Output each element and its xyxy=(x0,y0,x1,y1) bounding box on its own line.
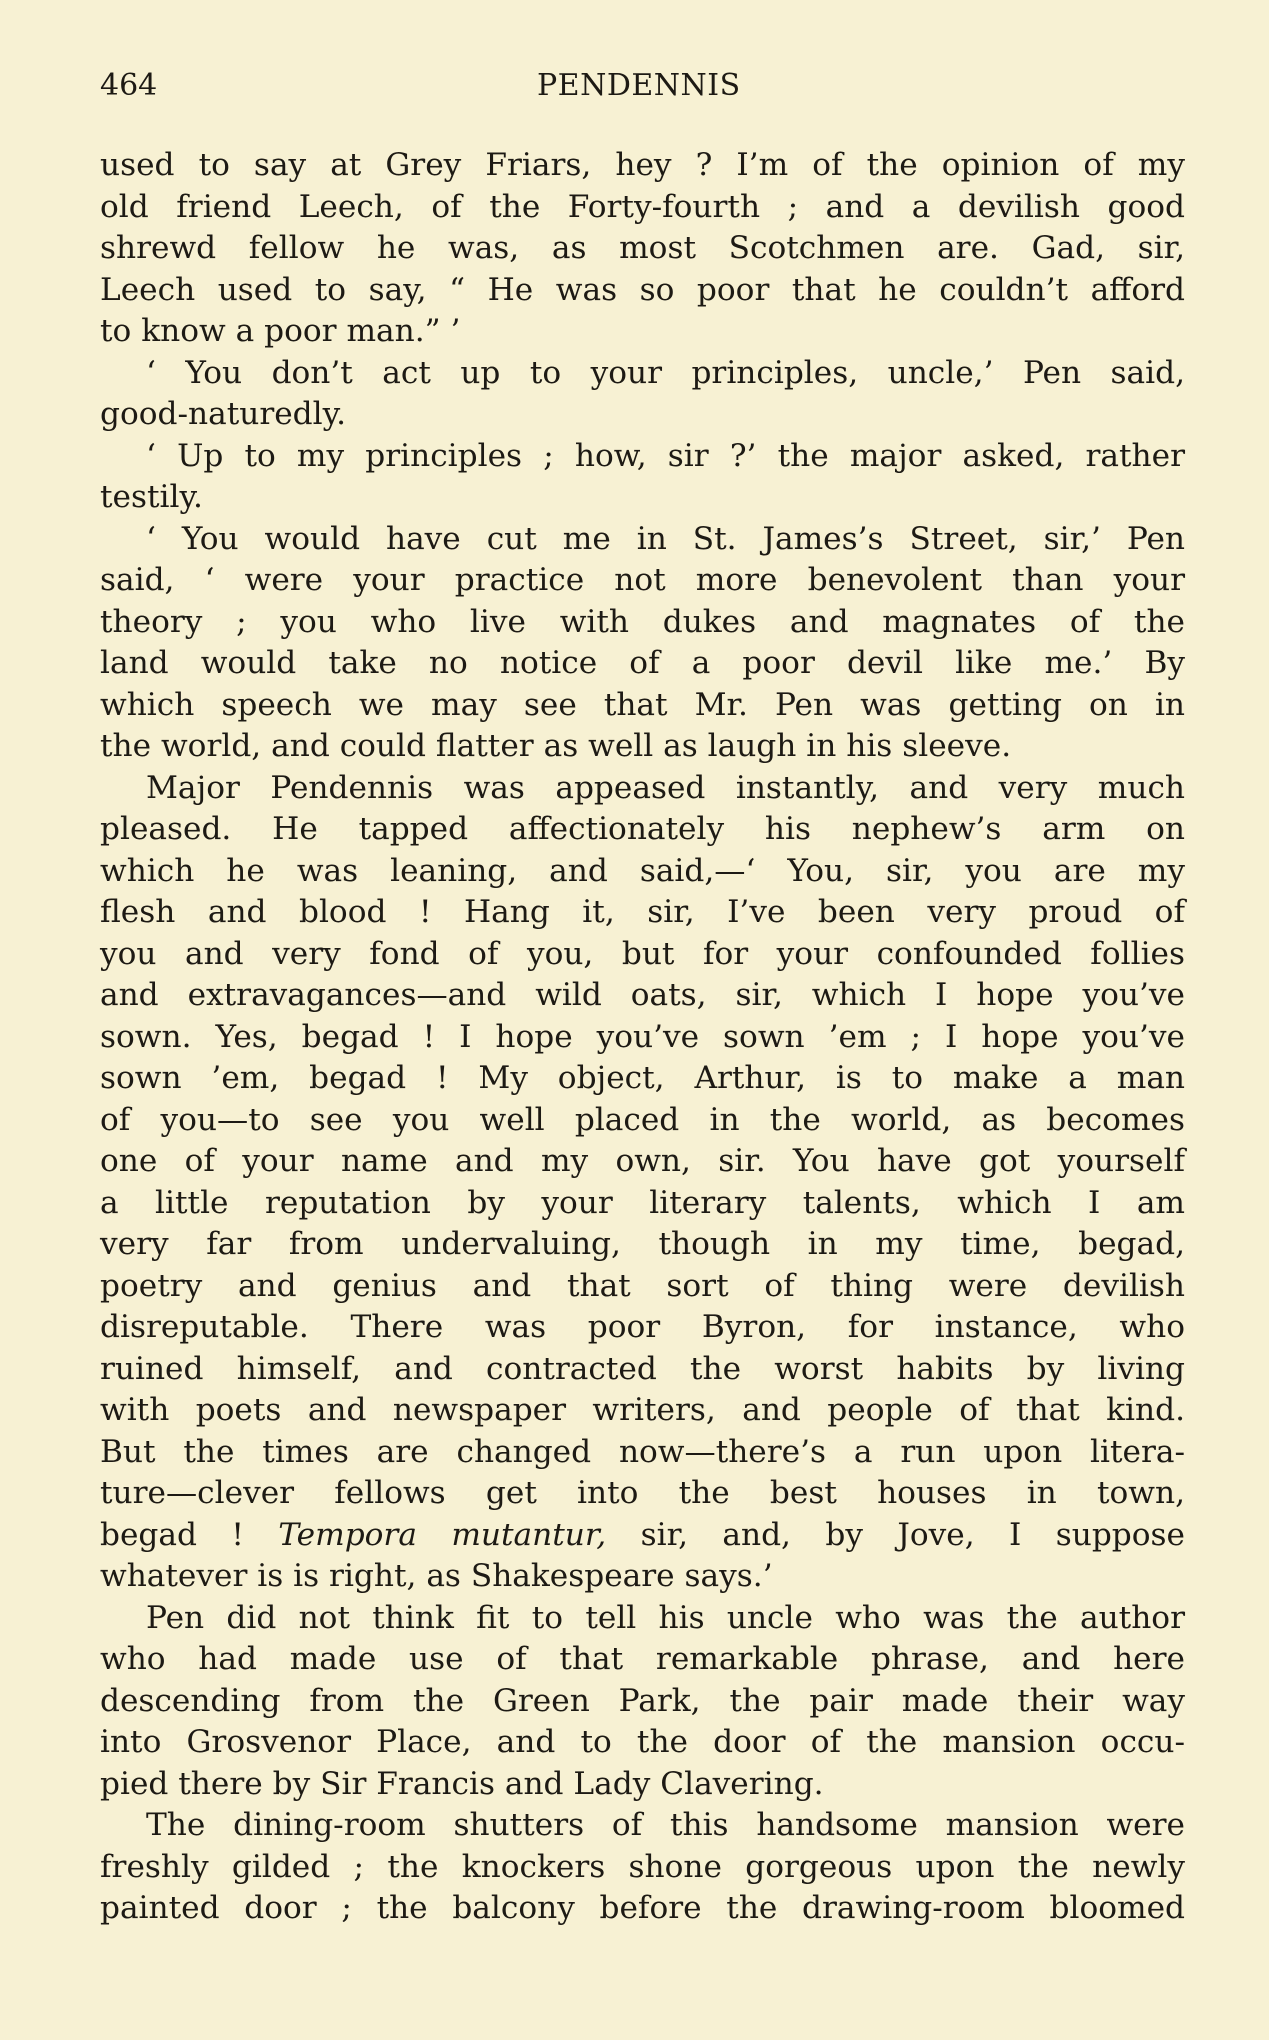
text-line: The dining-room shutters of this handsome mansion were xyxy=(146,1807,1185,1843)
text-line: shrewd fellow he was, as most Scotchmen are. Gad, sir, xyxy=(100,230,1185,266)
text-line: a little reputation by your literary talents, which I am xyxy=(100,1184,1185,1221)
text-line: which he was leaning, and said,—‘ You, sir, you are my xyxy=(100,852,1185,889)
text-line: ‘ You would have cut me in St. James’s Street, sir,’ Pen xyxy=(146,520,1185,557)
text-line: pied there by Sir Francis and Lady Clavering. xyxy=(100,1765,824,1802)
text-line: ture—clever fellows get into the best houses in town, xyxy=(100,1475,1185,1511)
text-line: of you—to see you well placed in the world, as becomes xyxy=(100,1101,1185,1138)
text-line: and extravagances—and wild oats, sir, which I hope you’ve xyxy=(100,977,1185,1013)
text-line: flesh and blood ! Hang it, sir, I’ve been very proud of xyxy=(100,894,1185,930)
italic-phrase: Tempora mutantur, xyxy=(278,1516,607,1553)
text-line: ‘ Up to my principles ; how, sir ?’ the major asked, rather xyxy=(146,437,1185,474)
page-number: 464 xyxy=(100,68,158,103)
text-line-segment: sir, and, by Jove, I suppose xyxy=(606,1516,1186,1553)
text-line: old friend Leech, of the Forty-fourth ; and a devilish good xyxy=(100,188,1185,225)
text-line: good-naturedly. xyxy=(100,396,347,432)
text-line: But the times are changed now—there’s a run upon litera- xyxy=(100,1433,1185,1470)
text-line: ‘ You don’t act up to your principles, uncle,’ Pen said, xyxy=(146,354,1185,391)
text-line: you and very fond of you, but for your confounded follies xyxy=(100,935,1185,972)
text-line: Pen did not think fit to tell his uncle who was the author xyxy=(146,1599,1185,1636)
text-line: into Grosvenor Place, and to the door of the mansion occu- xyxy=(100,1724,1185,1760)
text-line: poetry and genius and that sort of thing were devilish xyxy=(100,1267,1185,1304)
text-line: pleased. He tapped affectionately his nephew’s arm on xyxy=(100,811,1185,847)
text-line: theory ; you who live with dukes and magnates of the xyxy=(100,603,1185,640)
running-title: PENDENNIS xyxy=(537,68,741,103)
text-line: painted door ; the balcony before the drawing-room bloomed xyxy=(100,1890,1185,1926)
text-line: said, ‘ were your practice not more benevolent than your xyxy=(100,562,1185,598)
text-line: used to say at Grey Friars, hey ? I’m of the opinion of my xyxy=(100,147,1185,183)
text-line: which speech we may see that Mr. Pen was getting on in xyxy=(100,686,1185,723)
text-line: one of your name and my own, sir. You have got yourself xyxy=(100,1143,1185,1179)
text-line: disreputable. There was poor Byron, for instance, who xyxy=(100,1309,1185,1345)
text-line: Major Pendennis was appeased instantly, and very much xyxy=(146,769,1185,806)
running-head xyxy=(100,64,1180,108)
text-line: sown ’em, begad ! My object, Arthur, is to make a man xyxy=(100,1060,1185,1096)
text-line: who had made use of that remarkable phrase, and here xyxy=(100,1641,1185,1677)
body-text xyxy=(100,145,1185,1930)
text-line: testily. xyxy=(100,479,203,515)
text-line: the world, and could flatter as well as laugh in his sleeve. xyxy=(100,728,1012,764)
text-line: land would take no notice of a poor devil like me.’ By xyxy=(100,645,1185,681)
text-line: with poets and newspaper writers, and people of that kind. xyxy=(100,1392,1185,1428)
text-line: very far from undervaluing, though in my time, begad, xyxy=(100,1226,1185,1262)
text-line: whatever is is right, as Shakespeare says.’ xyxy=(100,1558,773,1594)
text-line xyxy=(100,1515,1185,1557)
text-line: Leech used to say, “ He was so poor that he couldn’t afford xyxy=(100,271,1185,308)
text-line-segment: begad ! xyxy=(100,1516,279,1553)
text-line: sown. Yes, begad ! I hope you’ve sown ’em ; I hope you’ve xyxy=(100,1018,1185,1055)
text-line: descending from the Green Park, the pair made their way xyxy=(100,1682,1185,1719)
text-line: ruined himself, and contracted the worst habits by living xyxy=(100,1350,1185,1387)
text-line: to know a poor man.” ’ xyxy=(100,313,461,349)
text-line: freshly gilded ; the knockers shone gorgeous upon the newly xyxy=(100,1848,1185,1885)
